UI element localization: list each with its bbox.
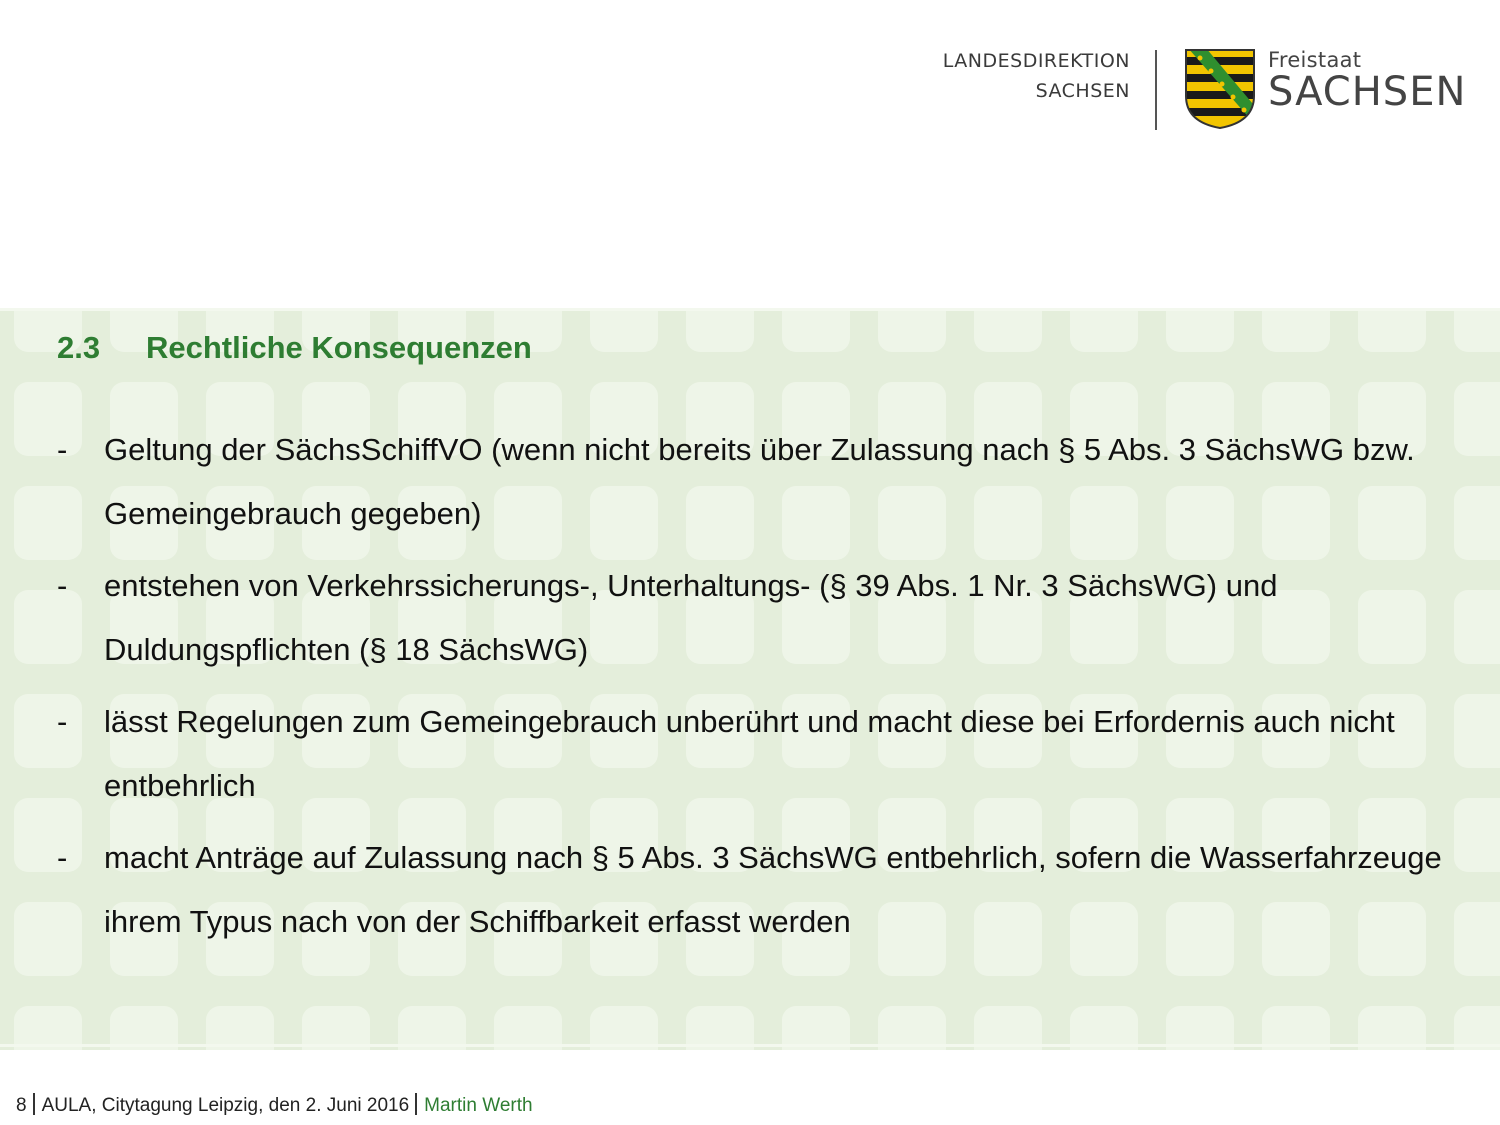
section-number: 2.3 [57,330,101,365]
landesdirektion-logo-line2: SACHSEN [1035,80,1130,102]
bullet-item [57,554,1457,682]
section-title: Rechtliche Konsequenzen [146,330,532,365]
bullet-list [57,418,1457,962]
logo-divider [1155,50,1157,130]
footer-author: Martin Werth [424,1095,533,1116]
bullet-marker: - [57,432,68,467]
freistaat-label: Freistaat [1268,48,1362,72]
bullet-text: lässt Regelungen zum Gemeingebrauch unberührt und macht diese bei Erfordernis auch nicht entbehrlich [104,704,1395,803]
bullet-item [57,418,1457,546]
slide-header [0,0,1500,150]
bullet-marker: - [57,840,68,875]
landesdirektion-logo [880,46,1130,106]
landesdirektion-logo-line1: LANDESDIREKTION [942,50,1130,72]
bullet-item [57,690,1457,818]
footer-divider [33,1093,35,1115]
section-heading [57,330,532,366]
bullet-item [57,826,1457,954]
bullet-marker: - [57,704,68,739]
bullet-text: macht Anträge auf Zulassung nach § 5 Abs. 3 SächsWG entbehrlich, sofern die Wasserfahrzeuge ihrem Typus nach von der Schiffbarkeit erfasst werden [104,840,1442,939]
slide-footer [16,1093,533,1118]
page-number: 8 [16,1095,27,1116]
bullet-marker: - [57,568,68,603]
footer-event: AULA, Citytagung Leipzig, den 2. Juni 2016 [41,1095,410,1116]
sachsen-label: SACHSEN [1268,69,1467,115]
footer-divider [415,1093,417,1115]
bullet-text: Geltung der SächsSchiffVO (wenn nicht bereits über Zulassung nach § 5 Abs. 3 SächsWG bzw. Gemeingebrauch gegeben) [104,432,1415,531]
saxony-coat-of-arms-icon [1184,48,1256,130]
freistaat-sachsen-logo [1268,48,1467,115]
bullet-text: entstehen von Verkehrssicherungs-, Unterhaltungs- (§ 39 Abs. 1 Nr. 3 SächsWG) und Duldungspflichten (§ 18 SächsWG) [104,568,1278,667]
